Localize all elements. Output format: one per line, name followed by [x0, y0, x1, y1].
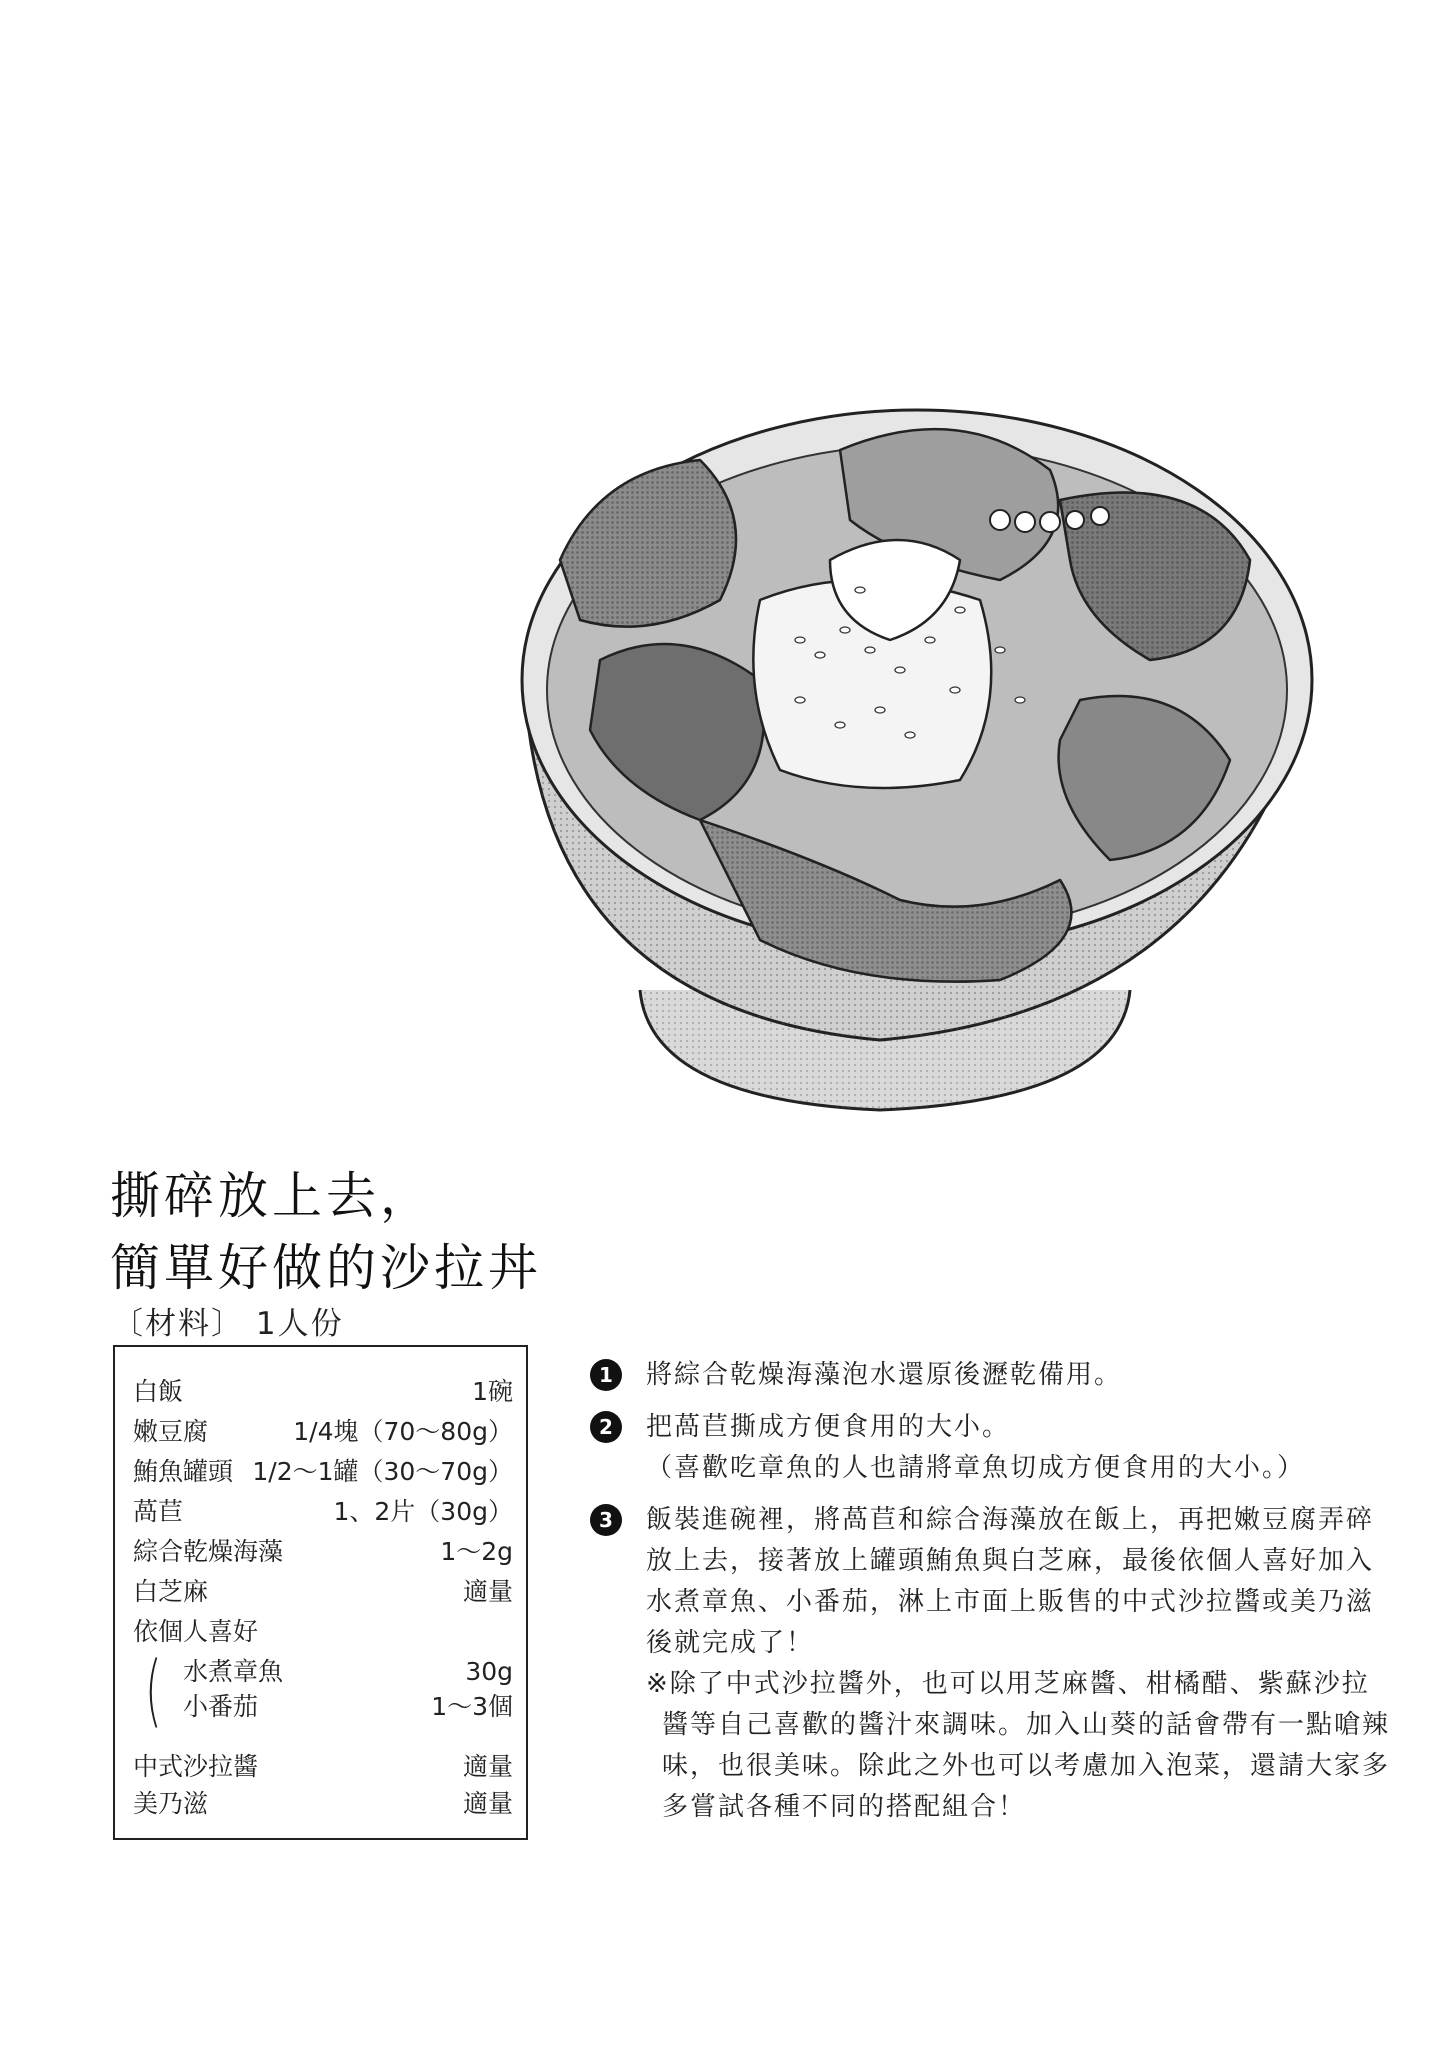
recipe-title [110, 1160, 670, 1304]
ingredient-name: 白芝麻 [133, 1577, 209, 1606]
ingredient-row [133, 1412, 513, 1452]
ingredient-amount: 1、2片（30g） [333, 1497, 513, 1526]
optional-bracket: ( [145, 1646, 162, 1736]
ingredient-amount: 適量 [462, 1752, 513, 1781]
step-text-line: 將綜合乾燥海藻泡水還原後瀝乾備用。 [646, 1360, 1123, 1390]
ingredient-name: 美乃滋 [133, 1789, 209, 1818]
step-text-line: 把萵苣撕成方便食用的大小。 [646, 1412, 1011, 1442]
ingredient-name: 依個人喜好 [133, 1617, 259, 1646]
step-note-line: ※除了中式沙拉醬外，也可以用芝麻醬、柑橘醋、紫蘇沙拉 [646, 1669, 1370, 1699]
ingredient-amount: 1〜3個 [431, 1692, 513, 1721]
ingredient-name: 鮪魚罐頭 [133, 1457, 234, 1486]
ingredient-name: 萵苣 [133, 1497, 184, 1526]
ingredient-name: 小番茄 [183, 1692, 259, 1721]
ingredient-row [133, 1572, 513, 1612]
ingredient-row [133, 1532, 513, 1572]
step-text-line: （喜歡吃章魚的人也請將章魚切成方便食用的大小。） [646, 1453, 1306, 1483]
step-text-line: 飯裝進碗裡，將萵苣和綜合海藻放在飯上，再把嫩豆腐弄碎 [646, 1505, 1375, 1535]
ingredient-name: 綜合乾燥海藻 [133, 1537, 284, 1566]
ingredient-amount: 1/2〜1罐（30〜70g） [252, 1457, 513, 1486]
ingredient-amount: 1/4塊（70〜80g） [293, 1417, 513, 1446]
step-note-line: 多嘗試各種不同的搭配組合！ [662, 1792, 1027, 1822]
ingredients-box [113, 1345, 528, 1840]
ingredient-amount: 適量 [462, 1789, 513, 1818]
ingredient-amount: 1〜2g [440, 1537, 513, 1566]
ingredient-row [133, 1492, 513, 1532]
ingredient-amount: 適量 [462, 1577, 513, 1606]
materials-heading: 〔材料〕 1人份 [112, 1306, 344, 1342]
step-number-badge: 2 [590, 1411, 622, 1443]
ingredient-row [133, 1687, 513, 1727]
ingredient-row [133, 1372, 513, 1412]
step-note-line: 味，也很美味。除此之外也可以考慮加入泡菜，還請大家多 [662, 1751, 1391, 1781]
step-text-line: 後就完成了！ [646, 1628, 815, 1658]
step-number-badge: 1 [590, 1359, 622, 1391]
step-number-badge: 3 [590, 1504, 622, 1536]
ingredient-name: 中式沙拉醬 [133, 1752, 259, 1781]
ingredient-row [133, 1612, 513, 1652]
ingredient-name: 白飯 [133, 1377, 184, 1406]
ingredient-amount: 1碗 [472, 1377, 513, 1406]
recipe-title-line1: 撕碎放上去， [110, 1167, 434, 1225]
ingredient-row [133, 1452, 513, 1492]
ingredient-name: 水煮章魚 [183, 1657, 284, 1686]
ingredient-name: 嫩豆腐 [133, 1417, 209, 1446]
recipe-title-line2: 簡單好做的沙拉丼 [110, 1239, 542, 1297]
step-note-line: 醬等自己喜歡的醬汁來調味。加入山葵的話會帶有一點嗆辣 [662, 1710, 1391, 1740]
ingredient-amount: 30g [465, 1657, 513, 1686]
ingredient-row [133, 1784, 513, 1824]
step-text-line: 放上去，接著放上罐頭鮪魚與白芝麻，最後依個人喜好加入 [646, 1546, 1375, 1576]
step-text-line: 水煮章魚、小番茄，淋上市面上販售的中式沙拉醬或美乃滋 [646, 1587, 1375, 1617]
ingredient-row [133, 1652, 513, 1692]
ingredient-row [133, 1747, 513, 1787]
